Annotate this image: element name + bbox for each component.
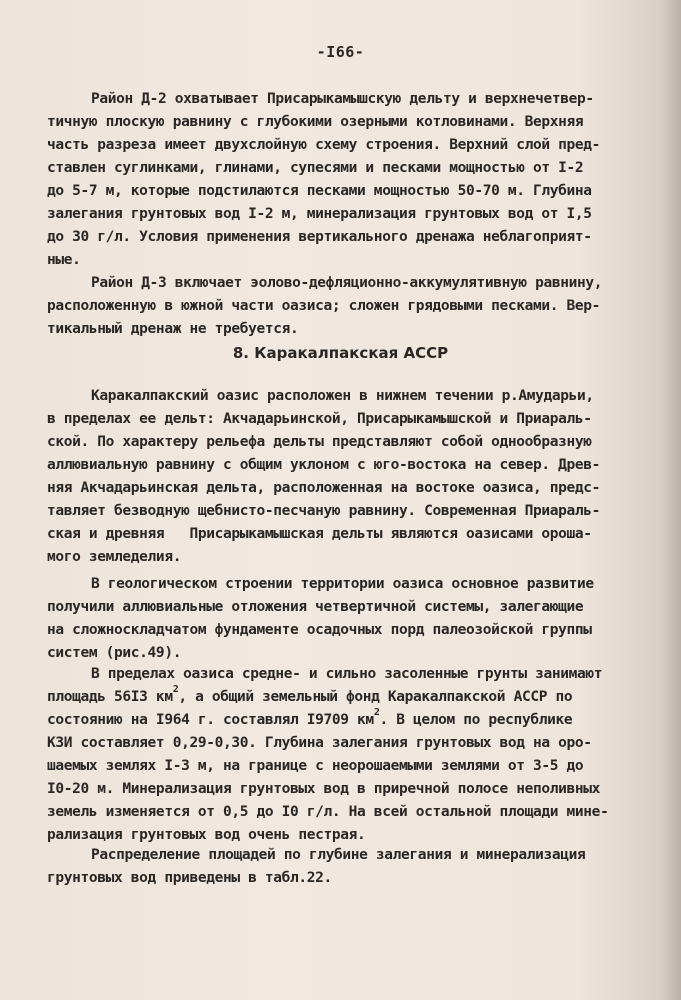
text-line: до 5-7 м, которые подстилаются песками мощностью 50-70 м. Глубина	[47, 183, 592, 199]
text-line: расположенную в южной части оазиса; сложен грядовыми песками. Вер-	[47, 298, 601, 314]
text-line: ской. По характеру рельефа дельты представляют собой однообразную	[47, 434, 592, 450]
text-line: залегания грунтовых вод I-2 м, минерализация грунтовых вод от I,5	[47, 206, 592, 222]
text-line	[47, 684, 573, 707]
text-line: аллювиальную равнину с общим уклоном с юго-востока на север. Древ-	[47, 457, 601, 473]
text-line: Район Д-3 включает эолово-дефляционно-аккумулятивную равнину,	[91, 275, 603, 291]
text-line: тичную плоскую равнину с глубокими озерными котловинами. Верхняя	[47, 114, 584, 130]
text-line: В пределах оазиса средне- и сильно засоленные грунты занимают	[91, 666, 603, 682]
text-line: земель изменяется от 0,5 до I0 г/л. На всей остальной площади мине-	[47, 804, 609, 820]
text-fragment: , а общий земельный фонд Каракалпакской АССР по	[178, 689, 573, 705]
text-line: ская и древняя Присарыкамышская дельты являются оазисами ороша-	[47, 526, 592, 542]
text-fragment: . В целом по республике	[379, 712, 573, 728]
text-line: получили аллювиальные отложения четвертичной системы, залегающие	[47, 599, 584, 615]
text-line: тавляет безводную щебнисто-песчаную равнину. Современная Приараль-	[47, 503, 601, 519]
text-line: ставлен суглинками, глинами, супесями и песками мощностью от I-2	[47, 160, 584, 176]
text-line: I0-20 м. Минерализация грунтовых вод в приречной полосе неполивных	[47, 781, 601, 797]
text-line: тикальный дренаж не требуется.	[47, 321, 299, 337]
text-fragment: площадь 56I3 км	[47, 689, 173, 705]
text-line: няя Акчадарьинская дельта, расположенная на востоке оазиса, предс-	[47, 480, 601, 496]
text-fragment: состоянию на I964 г. составлял I9709 км	[47, 712, 374, 728]
section-heading: 8. Каракалпакская АССР	[232, 344, 449, 362]
text-line: систем (рис.49).	[47, 645, 182, 661]
text-line: Каракалпакский оазис расположен в нижнем течении р.Амударьи,	[91, 388, 594, 404]
text-line: до 30 г/л. Условия применения вертикального дренажа неблагоприят-	[47, 229, 592, 245]
text-line: В геологическом строении территории оазиса основное развитие	[91, 576, 594, 592]
text-line	[47, 707, 573, 730]
text-line: часть разреза имеет двухслойную схему строения. Верхний слой пред-	[47, 137, 601, 153]
superscript: 2	[373, 707, 380, 719]
text-line: Распределение площадей по глубине залегания и минерализация	[91, 847, 586, 863]
text-line: Район Д-2 охватывает Присарыкамышскую дельту и верхнечетвер-	[91, 91, 594, 107]
text-line: рализация грунтовых вод очень пестрая.	[47, 827, 366, 843]
page-number: -I66-	[316, 43, 365, 61]
text-line: шаемых землях I-3 м, на границе с неорошаемыми землями от 3-5 до	[47, 758, 584, 774]
text-line: в пределах ее дельт: Акчадарьинской, Присарыкамышской и Приараль-	[47, 411, 592, 427]
text-line: мого земледелия.	[47, 549, 182, 565]
superscript: 2	[172, 684, 179, 696]
text-line: ные.	[47, 252, 81, 268]
text-line: на сложноскладчатом фундаменте осадочных порд палеозойской группы	[47, 622, 592, 638]
text-line: КЗИ составляет 0,29-0,30. Глубина залегания грунтовых вод на оро-	[47, 735, 592, 751]
text-line: грунтовых вод приведены в табл.22.	[47, 870, 332, 886]
